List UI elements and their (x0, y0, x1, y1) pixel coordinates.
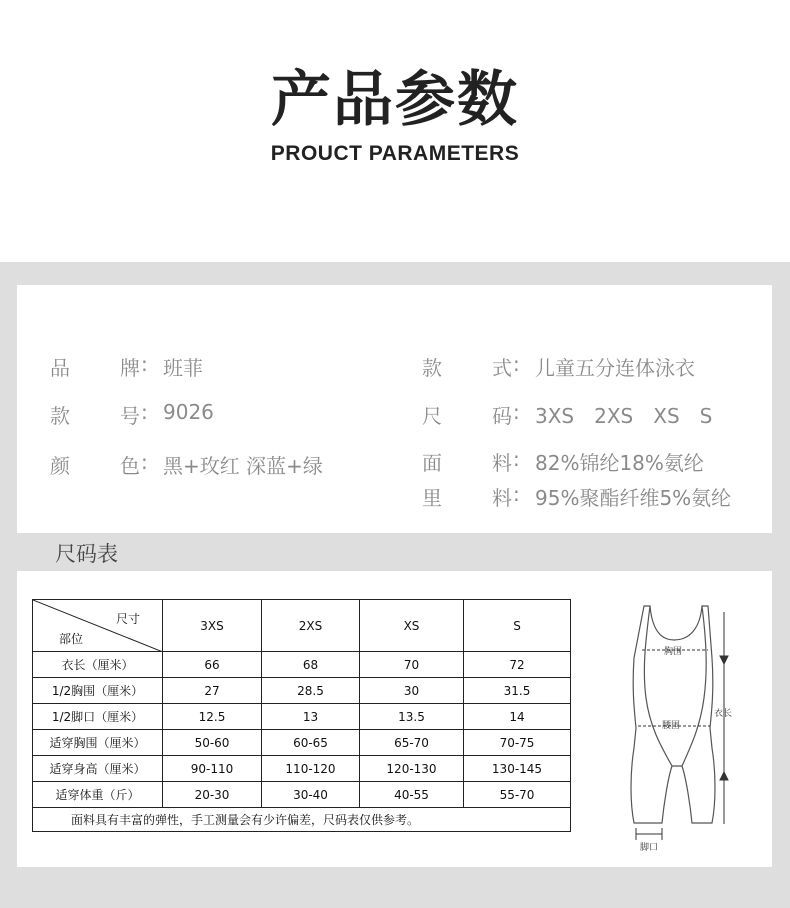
table-cell: 55-70 (464, 782, 571, 808)
size-header-cell: S (464, 600, 571, 652)
param-key: 料 (492, 451, 512, 475)
param-colon: : (513, 400, 520, 424)
param-value: 3XS 2XS XS S (535, 404, 713, 428)
param-key: 码 (492, 404, 512, 428)
param-colon: : (141, 450, 148, 474)
header (0, 0, 790, 262)
param-key: 料 (492, 486, 512, 510)
table-cell: 68 (262, 652, 360, 678)
size-chart-heading: 尺码表 (55, 542, 118, 566)
table-cell: 110-120 (262, 756, 360, 782)
row-label: 适穿身高（厘米） (33, 756, 163, 782)
row-label: 适穿胸围（厘米） (33, 730, 163, 756)
param-value: 儿童五分连体泳衣 (535, 356, 695, 380)
param-value: 82%锦纶18%氨纶 (535, 451, 704, 475)
table-cell: 130-145 (464, 756, 571, 782)
diagram-label-leg: 脚口 (640, 843, 659, 853)
size-note: 面料具有丰富的弹性，手工测量会有少许偏差，尺码表仅供参考。 (33, 808, 571, 832)
table-note-row (33, 808, 571, 832)
diagram-label-chest: 胸围 (664, 647, 683, 657)
table-row (33, 678, 571, 704)
param-colon: : (141, 400, 148, 424)
size-header-cell: XS (360, 600, 464, 652)
table-row (33, 730, 571, 756)
table-row (33, 756, 571, 782)
corner-label-size: 尺寸 (115, 612, 140, 626)
params-card (17, 285, 772, 533)
param-key: 号 (120, 404, 140, 428)
table-header-row (33, 600, 571, 652)
row-label: 1/2脚口（厘米） (33, 704, 163, 730)
table-cell: 66 (163, 652, 262, 678)
param-value: 班菲 (163, 356, 203, 380)
table-cell: 27 (163, 678, 262, 704)
param-key: 颜 (50, 454, 70, 478)
param-key: 里 (422, 486, 442, 510)
size-header-cell: 2XS (262, 600, 360, 652)
table-cell: 13 (262, 704, 360, 730)
param-key: 牌 (120, 356, 140, 380)
table-cell: 28.5 (262, 678, 360, 704)
row-label: 1/2胸围（厘米） (33, 678, 163, 704)
table-cell: 60-65 (262, 730, 360, 756)
param-key: 色 (120, 454, 140, 478)
param-key: 尺 (422, 404, 442, 428)
table-cell: 20-30 (163, 782, 262, 808)
table-cell: 72 (464, 652, 571, 678)
page-title: 产品参数 (271, 65, 519, 135)
row-label: 衣长（厘米） (33, 652, 163, 678)
param-value: 黑+玫红 深蓝+绿 (163, 454, 323, 478)
table-cell: 13.5 (360, 704, 464, 730)
size-table (32, 599, 571, 832)
param-colon: : (513, 447, 520, 471)
table-cell: 70-75 (464, 730, 571, 756)
table-cell: 30 (360, 678, 464, 704)
table-cell: 31.5 (464, 678, 571, 704)
table-cell: 90-110 (163, 756, 262, 782)
corner-diagonal (33, 600, 163, 652)
param-colon: : (513, 352, 520, 376)
swimsuit-diagram (598, 598, 758, 858)
page-subtitle: PROUCT PARAMETERS (270, 142, 520, 165)
param-key: 款 (422, 356, 442, 380)
table-corner-cell (33, 600, 163, 652)
param-colon: : (513, 482, 520, 506)
swimsuit-outline (631, 606, 715, 823)
table-row (33, 782, 571, 808)
table-row (33, 704, 571, 730)
param-value: 9026 (163, 400, 214, 424)
size-header-cell: 3XS (163, 600, 262, 652)
swimsuit-panel-line (644, 606, 672, 766)
table-cell: 40-55 (360, 782, 464, 808)
corner-label-part: 部位 (59, 632, 84, 646)
param-key: 面 (422, 451, 442, 475)
param-key: 品 (50, 356, 70, 380)
table-cell: 30-40 (262, 782, 360, 808)
table-cell: 14 (464, 704, 571, 730)
diagram-label-waist: 腰围 (662, 721, 681, 731)
table-cell: 120-130 (360, 756, 464, 782)
table-cell: 12.5 (163, 704, 262, 730)
param-value: 95%聚酯纤维5%氨纶 (535, 486, 732, 510)
param-colon: : (141, 352, 148, 376)
table-cell: 65-70 (360, 730, 464, 756)
param-key: 式 (492, 356, 512, 380)
table-row (33, 652, 571, 678)
diagram-label-length: 衣长 (714, 709, 733, 719)
param-key: 款 (50, 404, 70, 428)
row-label: 适穿体重（斤） (33, 782, 163, 808)
table-cell: 50-60 (163, 730, 262, 756)
table-cell: 70 (360, 652, 464, 678)
